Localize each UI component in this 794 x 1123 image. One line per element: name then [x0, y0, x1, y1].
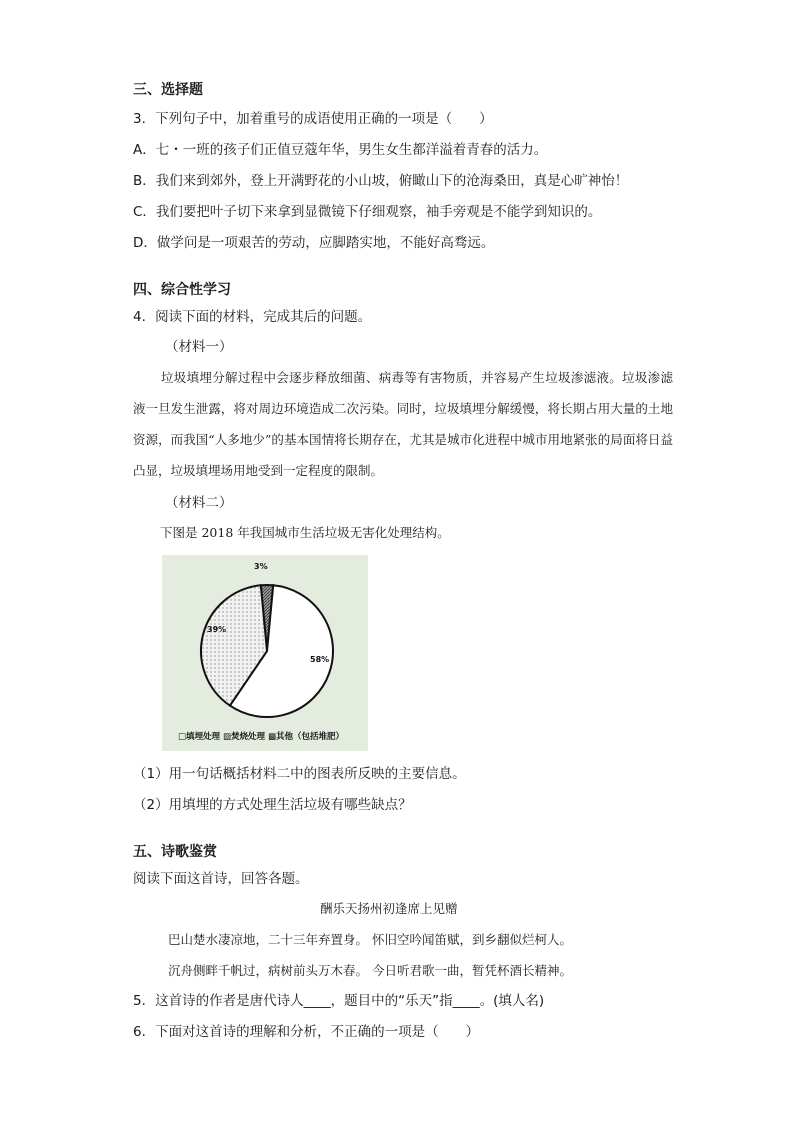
question-3: 3．下列句子中，加着重号的成语使用正确的一项是（ ） [133, 111, 493, 127]
question-6: 6．下面对这首诗的理解和分析，不正确的一项是（ ） [133, 1024, 480, 1040]
material-2-label: （材料二） [165, 495, 233, 511]
poem-line-2: 沉舟侧畔千帆过，病树前头万木春。 今日听君歌一曲，暂凭杯酒长精神。 [168, 963, 572, 978]
slice-label-3: 3% [254, 562, 268, 571]
question-4-1: （1）用一句话概括材料二中的图表所反映的主要信息。 [133, 766, 466, 782]
question-4-2: （2）用填埋的方式处理生活垃圾有哪些缺点？ [133, 797, 412, 813]
question-3-option-c: C．我们要把叶子切下来拿到显微镜下仔细观察，袖手旁观是不能学到知识的。 [133, 204, 602, 220]
material-2-text: 下图是 2018 年我国城市生活垃圾无害化处理结构。 [160, 525, 450, 540]
section-4-title: 四、综合性学习 [133, 282, 231, 298]
section-3-title: 三、选择题 [133, 82, 203, 98]
question-4: 4．阅读下面的材料，完成其后的问题。 [133, 309, 372, 325]
material-1-text [133, 362, 673, 486]
section-5-title: 五、诗歌鉴赏 [133, 844, 217, 860]
poem-line-1: 巴山楚水凄凉地，二十三年弃置身。 怀旧空吟闻笛赋，到乡翻似烂柯人。 [168, 932, 572, 947]
pie-chart-svg [162, 555, 368, 751]
section-5-intro: 阅读下面这首诗，回答各题。 [133, 871, 309, 887]
slice-label-58: 58% [310, 655, 330, 664]
question-3-option-a: A．七・一班的孩子们正值豆蔻年华，男生女生都洋溢着青春的活力。 [133, 142, 548, 158]
material-1-label: （材料一） [165, 339, 233, 355]
material-1-paragraph: 垃圾填埋分解过程中会逐步释放细菌、病毒等有害物质，并容易产生垃圾渗滤液。垃圾渗滤液一旦发生泄露，将对周边环境造成二次污染。同时，垃圾填埋分解缓慢，将长期占用大量的土地资源，而我国“人多地少”的基本国情将长期存在，尤其是城市化进程中城市用地紧张的局面将日益凸显，垃圾填埋场用地受到一定程度的限制。 [133, 370, 673, 478]
question-5: 5．这首诗的作者是唐代诗人____，题目中的“乐天”指____。(填人名) [133, 993, 545, 1009]
pie-legend: □填埋处理 ▨焚烧处理 ▩其他（包括堆肥） [178, 732, 345, 742]
question-3-option-d: D．做学问是一项艰苦的劳动，应脚踏实地，不能好高骛远。 [133, 235, 495, 251]
pie-chart [162, 555, 368, 751]
poem-title: 酬乐天扬州初逢席上见赠 [320, 901, 458, 916]
slice-label-39: 39% [207, 625, 227, 634]
question-3-option-b: B．我们来到郊外，登上开满野花的小山坡，俯瞰山下的沧海桑田，真是心旷神怡！ [133, 173, 629, 189]
